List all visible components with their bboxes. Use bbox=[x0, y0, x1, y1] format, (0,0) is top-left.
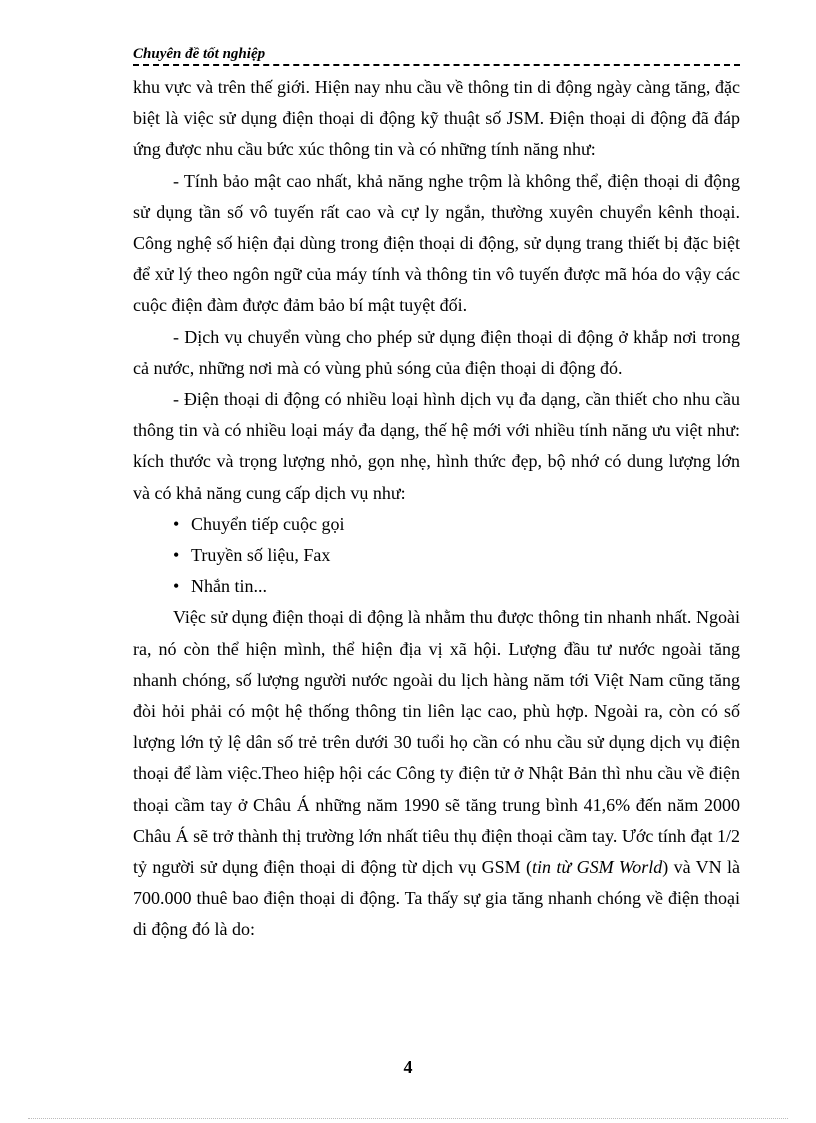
paragraph-services: - Điện thoại di động có nhiều loại hình dịch vụ đa dạng, cần thiết cho nhu cầu thông tin và có nhiều loại máy đa dạng, thế hệ mới với nhiều tính năng ưu việt như: kích thước và trọng lượng nhỏ, gọn nhẹ, hình thức đẹp, bộ nhớ có dung lượng lớn và có khả năng cung cấp dịch vụ như: bbox=[133, 389, 740, 503]
paragraph-security: - Tính bảo mật cao nhất, khả năng nghe trộm là không thể, điện thoại di động sử dụng tần số vô tuyến rất cao và cự ly ngắn, thường xuyên chuyển kênh thoại. Công nghệ số hiện đại dùng trong điện thoại di động, sử dụng trang thiết bị đặc biệt để xử lý theo ngôn ngữ của máy tính và thông tin vô tuyến được mã hóa do vậy các cuộc điện đàm được đảm bảo bí mật tuyệt đối. bbox=[133, 170, 740, 316]
bullet-item bbox=[133, 540, 740, 571]
paragraph-usage bbox=[133, 602, 740, 945]
header-title: Chuyên đề tốt nghiệp bbox=[133, 46, 266, 62]
paragraph-intro: khu vực và trên thế giới. Hiện nay nhu cầu về thông tin di động ngày càng tăng, đặc biệt là việc sử dụng điện thoại di động kỹ thuật số JSM. Điện thoại di động đã đáp ứng được nhu cầu bức xúc thông tin và có những tính năng như: bbox=[133, 77, 740, 160]
page-header bbox=[133, 44, 740, 66]
document-body bbox=[133, 72, 740, 946]
footer-divider bbox=[28, 1118, 788, 1119]
bullet-text: Nhắn tin... bbox=[191, 576, 267, 597]
paragraph-usage-text: Việc sử dụng điện thoại di động là nhằm thu được thông tin nhanh nhất. Ngoài ra, nó còn thể hiện mình, thể hiện địa vị xã hội. Lượng đầu tư nước ngoài tăng nhanh chóng, số lượng người nước ngoài du lịch hàng năm tới Việt Nam cũng tăng đòi hỏi phải có một hệ thống thông tin liên lạc cao, phù hợp. Ngoài ra, còn có số lượng lớn tỷ lệ dân số trẻ trên dưới 30 tuổi họ cần có nhu cầu sử dụng dịch vụ điện thoại để làm việc.Theo hiệp hội các Công ty điện tử ở Nhật Bản thì nhu cầu về điện thoại cầm tay ở Châu Á những năm 1990 sẽ tăng trung bình 41,6% đến năm 2000 Châu Á sẽ trở thành thị trường lớn nhất tiêu thụ điện thoại cầm tay. Ước tính đạt 1/2 tỷ người sử dụng điện thoại di động từ dịch vụ GSM ( bbox=[133, 607, 740, 878]
bullet-icon: • bbox=[173, 513, 180, 534]
bullet-item bbox=[133, 571, 740, 602]
paragraph-roaming: - Dịch vụ chuyển vùng cho phép sử dụng điện thoại di động ở khắp nơi trong cả nước, những nơi mà có vùng phủ sóng của điện thoại di động đó. bbox=[133, 326, 740, 378]
page-number: 4 bbox=[403, 1057, 413, 1077]
source-citation: tin từ GSM World bbox=[532, 857, 663, 878]
paragraph-usage-tail: ) và VN là 700.000 thuê bao điện thoại di động. Ta thấy sự gia tăng nhanh chóng về điện thoại di động đó là do: bbox=[133, 857, 740, 940]
bullet-text: Truyền số liệu, Fax bbox=[191, 545, 331, 566]
bullet-item bbox=[133, 509, 740, 540]
bullet-icon: • bbox=[173, 576, 180, 597]
bullet-icon: • bbox=[173, 545, 180, 566]
bullet-text: Chuyển tiếp cuộc gọi bbox=[191, 513, 345, 534]
